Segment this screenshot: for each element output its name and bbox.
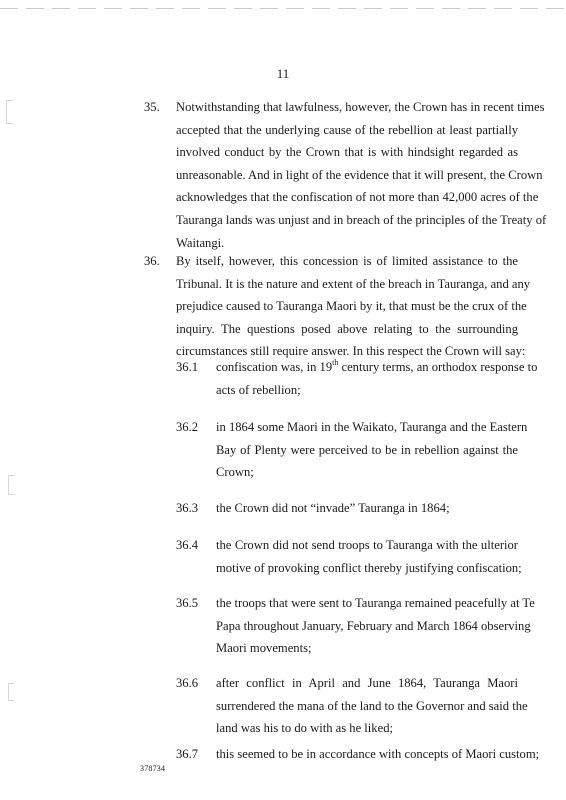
document-id: 378734 — [140, 764, 166, 773]
paragraph-number: 36. — [144, 254, 160, 268]
subparagraph-number: 36.7 — [176, 747, 199, 761]
text-line: the Crown did not send troops to Tauranga with the ulterior — [216, 538, 518, 552]
subparagraph-text — [216, 416, 528, 484]
paragraph-text — [176, 96, 547, 254]
text-line: this seemed to be in accordance with concepts of Maori custom; — [216, 747, 540, 761]
subparagraph-text — [216, 356, 538, 401]
text-line: after conflict in April and June 1864, Tauranga Maori — [216, 676, 518, 690]
superscript: th — [332, 357, 339, 367]
text-line: Crown; — [216, 465, 254, 480]
text-line: Bay of Plenty were perceived to be in rebellion against the — [216, 442, 518, 457]
text-line: land was his to do with as he liked; — [216, 721, 393, 736]
paragraph-text — [176, 250, 531, 363]
text-line: Papa throughout January, February and March 1864 observing — [216, 618, 531, 633]
text-line: prejudice caused to Tauranga Maori by it, that must be the crux of the — [176, 299, 527, 314]
subparagraph-text — [216, 534, 522, 579]
subparagraph-number: 36.5 — [176, 596, 199, 610]
binding-hole-mark — [8, 683, 14, 701]
text-line: inquiry. The questions posed above relating to the surrounding — [176, 321, 518, 336]
paragraph-number: 35. — [144, 100, 160, 114]
binding-hole-mark — [6, 100, 13, 124]
text-line: acknowledges that the confiscation of not more than 42,000 acres of the — [176, 190, 539, 205]
text-fragment: confiscation was, in 19 — [216, 360, 333, 374]
text-line: involved conduct by the Crown that is with hindsight regarded as — [176, 145, 518, 160]
subparagraph-number: 36.1 — [176, 360, 199, 374]
page-number: 11 — [276, 66, 290, 81]
text-line: motive of provoking conflict thereby justifying confiscation; — [216, 560, 522, 575]
subparagraph-number: 36.4 — [176, 538, 199, 552]
text-line: accepted that the underlying cause of the rebellion at least partially — [176, 122, 518, 137]
text-line — [216, 356, 538, 379]
subparagraph-text — [216, 672, 528, 740]
text-line: unreasonable. And in light of the evidence that it will present, the Crown — [176, 167, 543, 182]
text-line: in 1864 some Maori in the Waikato, Tauranga and the Eastern — [216, 420, 528, 434]
text-fragment: century terms, an orthodox response to — [338, 360, 538, 374]
scan-edge-line — [0, 8, 566, 9]
text-line: Maori movements; — [216, 641, 312, 656]
subparagraph-number: 36.3 — [176, 501, 199, 515]
subparagraph-text — [216, 743, 540, 766]
text-line: Waitangi. — [176, 235, 225, 250]
text-line: circumstances still require answer. In this respect the Crown will say: — [176, 344, 526, 359]
text-line: acts of rebellion; — [216, 382, 301, 397]
text-line: Tribunal. It is the nature and extent of the breach in Tauranga, and any — [176, 276, 531, 291]
text-line: Tauranga lands was unjust and in breach of the principles of the Treaty of — [176, 212, 547, 227]
subparagraph-text — [216, 497, 518, 520]
binding-hole-mark — [8, 475, 15, 495]
subparagraph-text — [216, 592, 535, 660]
subparagraph-number: 36.6 — [176, 676, 199, 690]
subparagraph-number: 36.2 — [176, 420, 199, 434]
text-line: By itself, however, this concession is of limited assistance to the — [176, 254, 518, 268]
text-line: the troops that were sent to Tauranga remained peacefully at Te — [216, 596, 535, 610]
text-line: Notwithstanding that lawfulness, however, the Crown has in recent times — [176, 100, 545, 114]
text-line: the Crown did not “invade” Tauranga in 1864; — [216, 501, 450, 515]
text-line: surrendered the mana of the land to the Governor and said the — [216, 698, 528, 713]
